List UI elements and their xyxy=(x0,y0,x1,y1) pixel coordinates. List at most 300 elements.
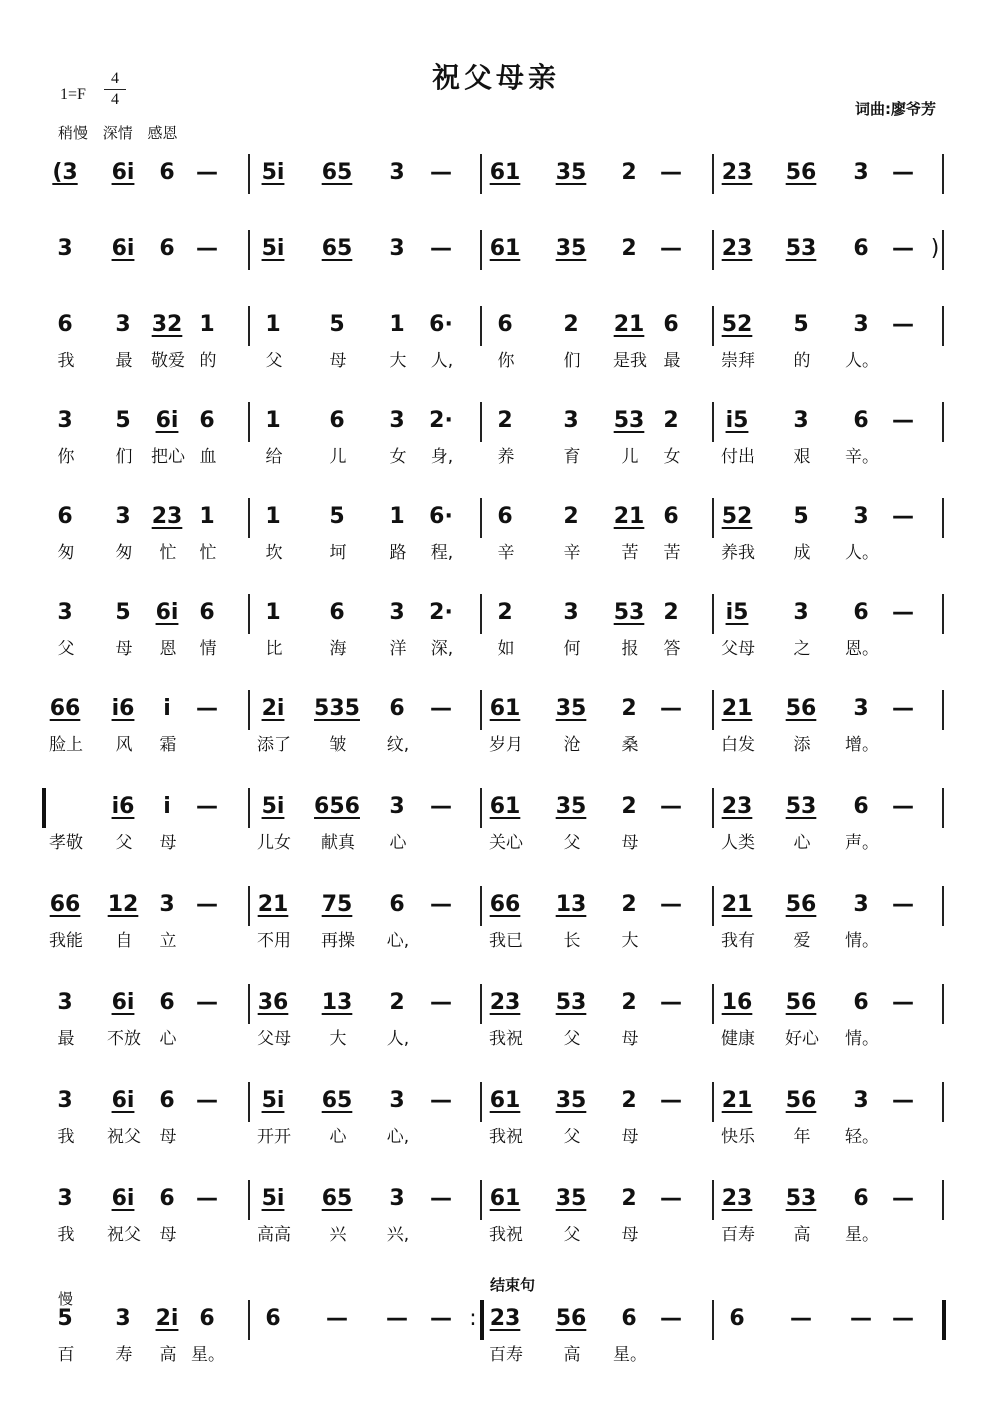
barline xyxy=(942,154,944,194)
lyric: 崇拜 xyxy=(721,351,755,371)
lyric: 开开 xyxy=(257,1127,291,1147)
note: 21 xyxy=(257,892,289,917)
barline xyxy=(942,402,944,442)
note: 65 xyxy=(321,236,353,261)
barline xyxy=(942,594,944,634)
repeat-mark: ) xyxy=(930,236,940,261)
note: 6 xyxy=(329,408,345,433)
note: 6i xyxy=(155,600,179,625)
note: — xyxy=(430,892,452,917)
note: 6 xyxy=(663,504,679,529)
note: 1 xyxy=(389,504,405,529)
lyric: 之 xyxy=(793,639,811,659)
note: 6 xyxy=(853,794,869,819)
note: 3 xyxy=(57,600,73,625)
note: 1 xyxy=(199,504,215,529)
note: — xyxy=(196,990,218,1015)
lyric: 母 xyxy=(621,833,639,853)
barline xyxy=(942,690,944,730)
note: 53 xyxy=(785,236,817,261)
note: 3 xyxy=(57,236,73,261)
note: 21 xyxy=(613,504,645,529)
note: 23 xyxy=(721,1186,753,1211)
note: 23 xyxy=(489,990,521,1015)
lyric: 长 xyxy=(563,931,581,951)
lyric: 我能 xyxy=(49,931,83,951)
note: 56 xyxy=(785,892,817,917)
lyric: 辛。 xyxy=(845,447,879,467)
lyric: 把心 xyxy=(151,447,185,467)
lyric: 们 xyxy=(563,351,581,371)
note: i xyxy=(163,794,171,819)
lyric: 的 xyxy=(199,351,217,371)
note: 2 xyxy=(497,600,513,625)
note: 6 xyxy=(621,1306,637,1331)
note: 6i xyxy=(111,236,135,261)
note: 5i xyxy=(261,236,285,261)
barline xyxy=(942,1180,944,1220)
lyric: 不放 xyxy=(107,1029,141,1049)
lyric: 增。 xyxy=(845,735,879,755)
note: 2 xyxy=(621,160,637,185)
note: 6 xyxy=(265,1306,281,1331)
lyric: 敬爱 xyxy=(151,351,185,371)
note: 3 xyxy=(793,600,809,625)
lyric: 祝父 xyxy=(107,1127,141,1147)
note: 6· xyxy=(429,312,453,337)
lyric: 坎 xyxy=(265,543,283,563)
note: 3 xyxy=(563,600,579,625)
lyric: 辛 xyxy=(497,543,515,563)
lyric: 心, xyxy=(386,931,410,951)
lyric: 高 xyxy=(793,1225,811,1245)
note: 16 xyxy=(721,990,753,1015)
lyric: 恩。 xyxy=(845,639,879,659)
lyric: 我祝 xyxy=(489,1225,523,1245)
lyric: 母 xyxy=(159,1225,177,1245)
note: 52 xyxy=(721,312,753,337)
lyric: 人, xyxy=(430,351,454,371)
lyric: 星。 xyxy=(845,1225,879,1245)
lyric: 给 xyxy=(265,447,283,467)
note: 65 xyxy=(321,160,353,185)
note: 3 xyxy=(389,600,405,625)
note: — xyxy=(892,504,914,529)
note: 56 xyxy=(785,990,817,1015)
lyric: 匆 xyxy=(57,543,75,563)
note: 35 xyxy=(555,236,587,261)
note: 65 xyxy=(321,1088,353,1113)
lyric: 添了 xyxy=(257,735,291,755)
note: 13 xyxy=(555,892,587,917)
note: 2 xyxy=(621,1186,637,1211)
note: i6 xyxy=(111,696,135,721)
note: 35 xyxy=(555,1088,587,1113)
note: 6i xyxy=(111,160,135,185)
note: 53 xyxy=(785,1186,817,1211)
lyric: 父 xyxy=(563,1029,581,1049)
lyric: 我祝 xyxy=(489,1127,523,1147)
note: — xyxy=(892,1186,914,1211)
lyric: 兴, xyxy=(386,1225,410,1245)
note: 6 xyxy=(389,892,405,917)
lyric: 何 xyxy=(563,639,581,659)
note: — xyxy=(892,1306,914,1331)
lyric: 再操 xyxy=(321,931,355,951)
note: 1 xyxy=(265,408,281,433)
lyric: 岁月 xyxy=(489,735,523,755)
note: — xyxy=(892,990,914,1015)
lyric: 苦 xyxy=(663,543,681,563)
lyric: 心 xyxy=(389,833,407,853)
note: 2i xyxy=(261,696,285,721)
note: 6 xyxy=(663,312,679,337)
note: 53 xyxy=(613,408,645,433)
lyric: 添 xyxy=(793,735,811,755)
lyric: 比 xyxy=(265,639,283,659)
note: — xyxy=(196,696,218,721)
lyric: 我有 xyxy=(721,931,755,951)
note: — xyxy=(196,1186,218,1211)
note: 21 xyxy=(613,312,645,337)
note: 56 xyxy=(785,696,817,721)
lyric: 育 xyxy=(563,447,581,467)
lyric: 百寿 xyxy=(489,1345,523,1365)
note: 35 xyxy=(555,794,587,819)
lyric: 情 xyxy=(199,639,217,659)
lyric: 沧 xyxy=(563,735,581,755)
lyric: 是我 xyxy=(613,351,647,371)
note: 2 xyxy=(663,408,679,433)
barline xyxy=(942,1082,944,1122)
note: 2 xyxy=(563,312,579,337)
lyric: 我 xyxy=(57,351,75,371)
note: — xyxy=(660,892,682,917)
note: 535 xyxy=(314,696,360,721)
note: 5i xyxy=(261,1088,285,1113)
barline xyxy=(942,498,944,538)
note: 1 xyxy=(265,600,281,625)
lyric: 答 xyxy=(663,639,681,659)
lyric: 苦 xyxy=(621,543,639,563)
lyric: 父 xyxy=(57,639,75,659)
note: 21 xyxy=(721,1088,753,1113)
note: 5 xyxy=(793,312,809,337)
note: 5 xyxy=(329,312,345,337)
note: 6 xyxy=(159,1088,175,1113)
note: — xyxy=(196,160,218,185)
lyric: 情。 xyxy=(845,931,879,951)
time-signature-bottom: 4 xyxy=(111,91,119,108)
note: 2 xyxy=(621,794,637,819)
note: 3 xyxy=(389,1088,405,1113)
lyric: 父母 xyxy=(721,639,755,659)
lyric: 忙 xyxy=(199,543,217,563)
note: 3 xyxy=(853,1088,869,1113)
note: 2 xyxy=(621,236,637,261)
lyric: 海 xyxy=(329,639,347,659)
note: 3 xyxy=(57,408,73,433)
lyric: 献真 xyxy=(321,833,355,853)
note: 3 xyxy=(853,160,869,185)
note: 75 xyxy=(321,892,353,917)
lyric: 们 xyxy=(115,447,133,467)
lyric: 女 xyxy=(663,447,681,467)
note: — xyxy=(892,160,914,185)
note: 61 xyxy=(489,1186,521,1211)
note: 5 xyxy=(329,504,345,529)
note: 6 xyxy=(497,312,513,337)
lyric: 母 xyxy=(115,639,133,659)
note: 3 xyxy=(853,696,869,721)
lyric: 关心 xyxy=(489,833,523,853)
note: — xyxy=(892,408,914,433)
note: 2 xyxy=(621,1088,637,1113)
lyric: 皱 xyxy=(329,735,347,755)
note: — xyxy=(892,236,914,261)
note: 3 xyxy=(57,1186,73,1211)
note: 6 xyxy=(329,600,345,625)
note: 53 xyxy=(555,990,587,1015)
note: 35 xyxy=(555,696,587,721)
note: — xyxy=(430,696,452,721)
note: 65 xyxy=(321,1186,353,1211)
lyric: 养 xyxy=(497,447,515,467)
lyric: 我 xyxy=(57,1225,75,1245)
lyric: 儿 xyxy=(329,447,347,467)
lyric: 儿女 xyxy=(257,833,291,853)
note: 3 xyxy=(389,1186,405,1211)
lyric: 恩 xyxy=(159,639,177,659)
note: 5 xyxy=(57,1306,73,1331)
lyric: 大 xyxy=(329,1029,347,1049)
lyric: 自 xyxy=(115,931,133,951)
lyric: 父 xyxy=(563,1127,581,1147)
repeat-mark: : xyxy=(469,1306,477,1331)
note: 61 xyxy=(489,794,521,819)
note: — xyxy=(790,1306,812,1331)
note: 6 xyxy=(159,1186,175,1211)
lyric: 血 xyxy=(199,447,217,467)
time-signature-top: 4 xyxy=(111,70,119,87)
lyric: 匆 xyxy=(115,543,133,563)
lyric: 桑 xyxy=(621,735,639,755)
lyric: 人。 xyxy=(845,351,879,371)
note: — xyxy=(892,892,914,917)
barline xyxy=(942,886,944,926)
lyric: 最 xyxy=(115,351,133,371)
note: — xyxy=(660,236,682,261)
lyric: 孝敬 xyxy=(49,833,83,853)
note: 23 xyxy=(151,504,183,529)
note: 3 xyxy=(159,892,175,917)
time-signature xyxy=(104,70,126,109)
note: 36 xyxy=(257,990,289,1015)
lyric: 人。 xyxy=(845,543,879,563)
note: 1 xyxy=(389,312,405,337)
note: 6 xyxy=(853,1186,869,1211)
note: — xyxy=(386,1306,408,1331)
note: i5 xyxy=(725,600,749,625)
note: 5i xyxy=(261,1186,285,1211)
note: 2 xyxy=(663,600,679,625)
note: 52 xyxy=(721,504,753,529)
note: — xyxy=(660,1088,682,1113)
note: — xyxy=(660,1186,682,1211)
credit: 词曲:廖爷芳 xyxy=(855,100,936,118)
lyric: 最 xyxy=(663,351,681,371)
note: 2 xyxy=(621,990,637,1015)
note: — xyxy=(326,1306,348,1331)
note: 3 xyxy=(853,312,869,337)
note: 2 xyxy=(389,990,405,1015)
note: 66 xyxy=(49,696,81,721)
note: 5i xyxy=(261,160,285,185)
note: 6 xyxy=(497,504,513,529)
note: 56 xyxy=(785,160,817,185)
lyric: 心 xyxy=(329,1127,347,1147)
note: 6 xyxy=(159,160,175,185)
lyric: 好心 xyxy=(785,1029,819,1049)
lyric: 父母 xyxy=(257,1029,291,1049)
lyric: 母 xyxy=(621,1225,639,1245)
lyric: 人类 xyxy=(721,833,755,853)
note: 6 xyxy=(853,600,869,625)
lyric: 情。 xyxy=(845,1029,879,1049)
lyric: 纹, xyxy=(386,735,410,755)
lyric: 母 xyxy=(329,351,347,371)
note: — xyxy=(430,1306,452,1331)
lyric: 脸上 xyxy=(49,735,83,755)
lyric: 立 xyxy=(159,931,177,951)
lyric: 成 xyxy=(793,543,811,563)
note: 6 xyxy=(199,600,215,625)
barline xyxy=(942,306,944,346)
note: 2 xyxy=(497,408,513,433)
lyric: 高 xyxy=(563,1345,581,1365)
lyric: 高高 xyxy=(257,1225,291,1245)
lyric: 路 xyxy=(389,543,407,563)
note: — xyxy=(892,696,914,721)
lyric: 百 xyxy=(57,1345,75,1365)
lyric: 父 xyxy=(563,833,581,853)
note: 1 xyxy=(265,504,281,529)
note: 3 xyxy=(389,794,405,819)
lyric: 你 xyxy=(497,351,515,371)
lyric: 心, xyxy=(386,1127,410,1147)
lyric: 坷 xyxy=(329,543,347,563)
note: 5 xyxy=(793,504,809,529)
lyric: 程, xyxy=(430,543,454,563)
note: i6 xyxy=(111,794,135,819)
note: — xyxy=(660,794,682,819)
lyric: 快乐 xyxy=(721,1127,755,1147)
note: 61 xyxy=(489,236,521,261)
slow-marking: 慢 xyxy=(58,1290,74,1308)
note: 3 xyxy=(115,504,131,529)
lyric: 人, xyxy=(386,1029,410,1049)
lyric: 我祝 xyxy=(489,1029,523,1049)
lyric: 我 xyxy=(57,1127,75,1147)
ending-label: 结束句 xyxy=(490,1276,536,1294)
note: 3 xyxy=(389,408,405,433)
lyric: 深, xyxy=(430,639,454,659)
note: 6 xyxy=(57,312,73,337)
key-signature: 1=F xyxy=(60,86,86,103)
note: 2 xyxy=(621,892,637,917)
lyric: 最 xyxy=(57,1029,75,1049)
note: 6 xyxy=(199,408,215,433)
note: 21 xyxy=(721,696,753,721)
note: 6 xyxy=(853,990,869,1015)
note: 6i xyxy=(111,1186,135,1211)
note: 6 xyxy=(57,504,73,529)
note: — xyxy=(660,696,682,721)
lyric: 艰 xyxy=(793,447,811,467)
lyric: 心 xyxy=(159,1029,177,1049)
lyric: 母 xyxy=(159,1127,177,1147)
note: 32 xyxy=(151,312,183,337)
lyric: 声。 xyxy=(845,833,879,853)
barline xyxy=(942,788,944,828)
barline xyxy=(942,984,944,1024)
lyric: 星。 xyxy=(613,1345,647,1365)
note: — xyxy=(660,990,682,1015)
note: 66 xyxy=(49,892,81,917)
note: — xyxy=(196,794,218,819)
lyric: 兴 xyxy=(329,1225,347,1245)
note: 6· xyxy=(429,504,453,529)
lyric: 辛 xyxy=(563,543,581,563)
lyric: 父 xyxy=(563,1225,581,1245)
note: — xyxy=(430,236,452,261)
note: 66 xyxy=(489,892,521,917)
note: 13 xyxy=(321,990,353,1015)
note: 5 xyxy=(115,408,131,433)
note: — xyxy=(196,1088,218,1113)
note: 3 xyxy=(115,312,131,337)
note: 3 xyxy=(563,408,579,433)
note: 61 xyxy=(489,696,521,721)
note: — xyxy=(430,160,452,185)
note: 6 xyxy=(729,1306,745,1331)
lyric: 你 xyxy=(57,447,75,467)
lyric: 父 xyxy=(115,833,133,853)
lyric: 洋 xyxy=(389,639,407,659)
note: — xyxy=(892,794,914,819)
note: 56 xyxy=(785,1088,817,1113)
note: 3 xyxy=(389,160,405,185)
note: — xyxy=(196,892,218,917)
note: 53 xyxy=(613,600,645,625)
note: 6 xyxy=(853,408,869,433)
lyric: 星。 xyxy=(191,1345,225,1365)
lyric: 风 xyxy=(115,735,133,755)
lyric: 付出 xyxy=(721,447,755,467)
lyric: 爱 xyxy=(793,931,811,951)
lyric: 百寿 xyxy=(721,1225,755,1245)
note: — xyxy=(430,1186,452,1211)
note: 6 xyxy=(159,990,175,1015)
note: 6i xyxy=(155,408,179,433)
lyric: 的 xyxy=(793,351,811,371)
lyric: 寿 xyxy=(115,1345,133,1365)
note: 23 xyxy=(721,236,753,261)
note: — xyxy=(660,1306,682,1331)
note: 3 xyxy=(793,408,809,433)
lyric: 忙 xyxy=(159,543,177,563)
lyric: 父 xyxy=(265,351,283,371)
